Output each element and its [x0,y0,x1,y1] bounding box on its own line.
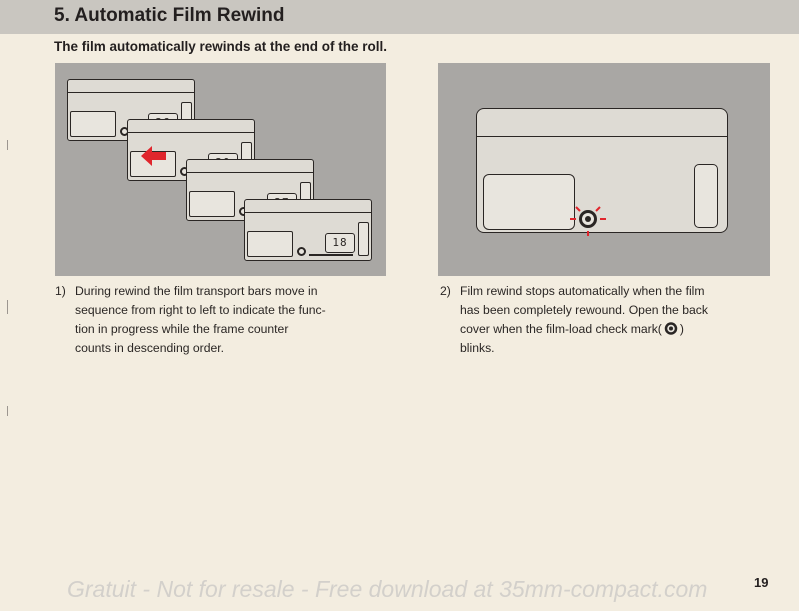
caption-text: cover when the film-load check mark( [460,322,662,336]
lcd-frame-4 [244,199,372,261]
caption-line: sequence from right to left to indicate the func- [75,303,326,317]
caption-2-number: 2) [440,284,451,298]
frame-counter: 18 [325,233,355,253]
caption-line: During rewind the film transport bars move in [75,284,318,298]
lcd-window [247,231,293,257]
caption-line [460,320,770,339]
caption-line: Film rewind stops automatically when the film [460,284,705,298]
transport-bars [309,254,353,256]
caption-line: blinks. [460,341,495,355]
film-cartridge-icon [664,322,678,335]
film-cartridge-icon [568,201,608,237]
page-title: 5. Automatic Film Rewind [54,5,285,26]
rewind-sequence-figure [55,63,386,276]
left-arrow-icon [141,146,167,166]
binding-mark-low [7,406,8,416]
rewind-complete-figure [438,63,770,276]
binding-mark-top [7,140,8,150]
lcd-window [189,191,235,217]
page-number: 19 [754,575,769,590]
caption-text: ) [679,322,684,336]
film-cartridge-icon [297,247,306,256]
lcd-slot [358,222,369,256]
watermark: Gratuit - Not for resale - Free download at 35mm-compact.com [67,576,708,602]
header-band [0,0,799,34]
caption-line: has been completely rewound. Open the back [460,303,708,317]
caption-2 [460,282,770,358]
lcd-window [70,111,116,137]
caption-line: counts in descending order. [75,341,225,355]
caption-1-number: 1) [55,284,66,298]
lcd-slot [694,164,718,228]
binding-mark-mid [7,300,8,314]
caption-1 [75,282,385,358]
caption-line: tion in progress while the frame counter [75,322,289,336]
page-subtitle: The film automatically rewinds at the end of the roll. [54,39,388,54]
lcd-window [483,174,575,230]
